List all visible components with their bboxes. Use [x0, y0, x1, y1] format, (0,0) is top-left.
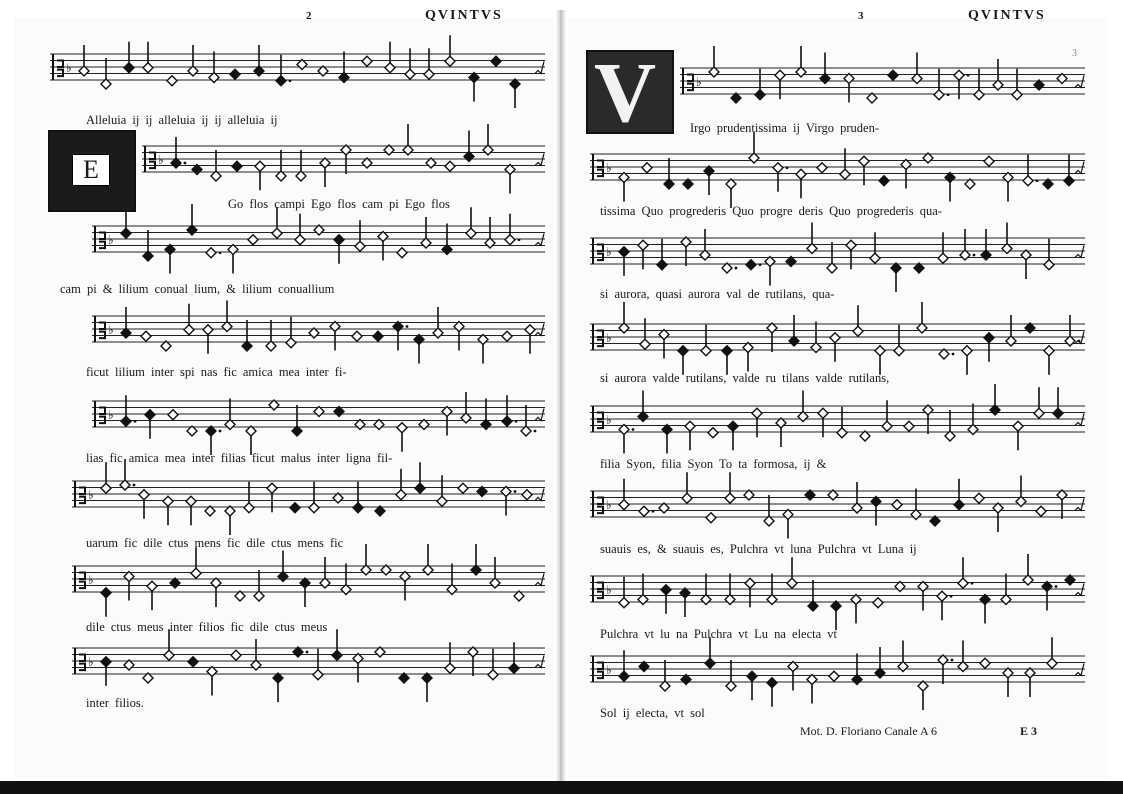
svg-text:♭: ♭: [108, 233, 114, 248]
staff-left: [92, 395, 545, 435]
lyric-line: Sol ij electa, vt sol: [600, 706, 705, 720]
staff-right: [590, 318, 1085, 358]
initial-letter: V: [594, 50, 657, 134]
lyric-line: Irgo prudentissima ij Virgo pruden-: [690, 121, 880, 135]
staff-left: [72, 560, 545, 600]
staff-left: [142, 140, 545, 180]
lyric-line: ficut lilium inter spi nas fic amica mea inter fi-: [86, 365, 347, 379]
pencil-mark: 3: [1072, 48, 1077, 59]
scan-edge: [0, 781, 1123, 794]
svg-text:♭: ♭: [606, 331, 612, 346]
staff-left: [50, 48, 545, 88]
decorated-initial: [586, 50, 674, 134]
lyric-line: si aurora valde rutilans, valde ru tilans valde rutilans,: [600, 371, 890, 385]
svg-text:♭: ♭: [606, 663, 612, 678]
svg-text:♭: ♭: [88, 488, 94, 503]
lyric-line: dile ctus meus inter filios fic dile ctus meus: [86, 620, 328, 634]
left-page-number: 2: [306, 10, 312, 22]
lyric-line: tissima Quo progrederis Quo progre deris Quo progrederis qua-: [600, 204, 942, 218]
initial-letter: E: [83, 155, 99, 184]
staff-right: [590, 148, 1085, 188]
svg-text:♭: ♭: [158, 153, 164, 168]
lyric-line: Pulchra vt lu na Pulchra vt Lu na electa vt: [600, 627, 838, 641]
lyric-line: uarum fic dile ctus mens fic dile ctus mens fic: [86, 536, 344, 550]
svg-text:♭: ♭: [66, 61, 72, 76]
svg-text:♭: ♭: [88, 655, 94, 670]
staff-right: [590, 485, 1085, 525]
staff-right: [590, 650, 1085, 690]
staff-right: [680, 62, 1085, 102]
book-gutter: [556, 10, 566, 785]
svg-text:♭: ♭: [606, 583, 612, 598]
right-part-name: QVINTVS: [968, 8, 1046, 23]
lyric-line: inter filios.: [86, 696, 144, 710]
decorated-initial: [48, 130, 136, 212]
staff-right: [590, 570, 1085, 610]
staff-left: [92, 310, 545, 350]
staff-right: [590, 232, 1085, 272]
lyric-line: Go flos campi Ego flos cam pi Ego flos: [228, 197, 450, 211]
staff-left: [72, 642, 545, 682]
staff-right: [590, 400, 1085, 440]
lyric-line: filia Syon, filia Syon To ta formosa, ij &: [600, 457, 827, 471]
svg-text:♭: ♭: [108, 408, 114, 423]
svg-text:♭: ♭: [696, 75, 702, 90]
lyric-line: cam pi & lilium conual lium, & lilium conuallium: [60, 282, 335, 296]
right-page-number: 3: [858, 10, 864, 22]
lyric-line: suauis es, & suauis es, Pulchra vt luna Pulchra vt Luna ij: [600, 542, 917, 556]
svg-text:♭: ♭: [88, 573, 94, 588]
lyric-line: lias fic amica mea inter filias ficut malus inter ligna fil-: [86, 451, 393, 465]
svg-text:♭: ♭: [606, 413, 612, 428]
left-part-name: QVINTVS: [425, 8, 503, 23]
signature-mark: E 3: [1020, 724, 1038, 738]
lyric-line: si aurora, quasi aurora val de rutilans, qua-: [600, 287, 835, 301]
svg-text:♭: ♭: [108, 323, 114, 338]
staff-left: [92, 220, 545, 260]
colophon: Mot. D. Floriano Canale A 6: [800, 724, 937, 738]
staff-left: [72, 475, 545, 515]
svg-text:♭: ♭: [606, 498, 612, 513]
lyric-line: Alleluia ij ij alleluia ij ij alleluia ij: [86, 113, 278, 127]
svg-text:♭: ♭: [606, 245, 612, 260]
svg-text:♭: ♭: [606, 161, 612, 176]
